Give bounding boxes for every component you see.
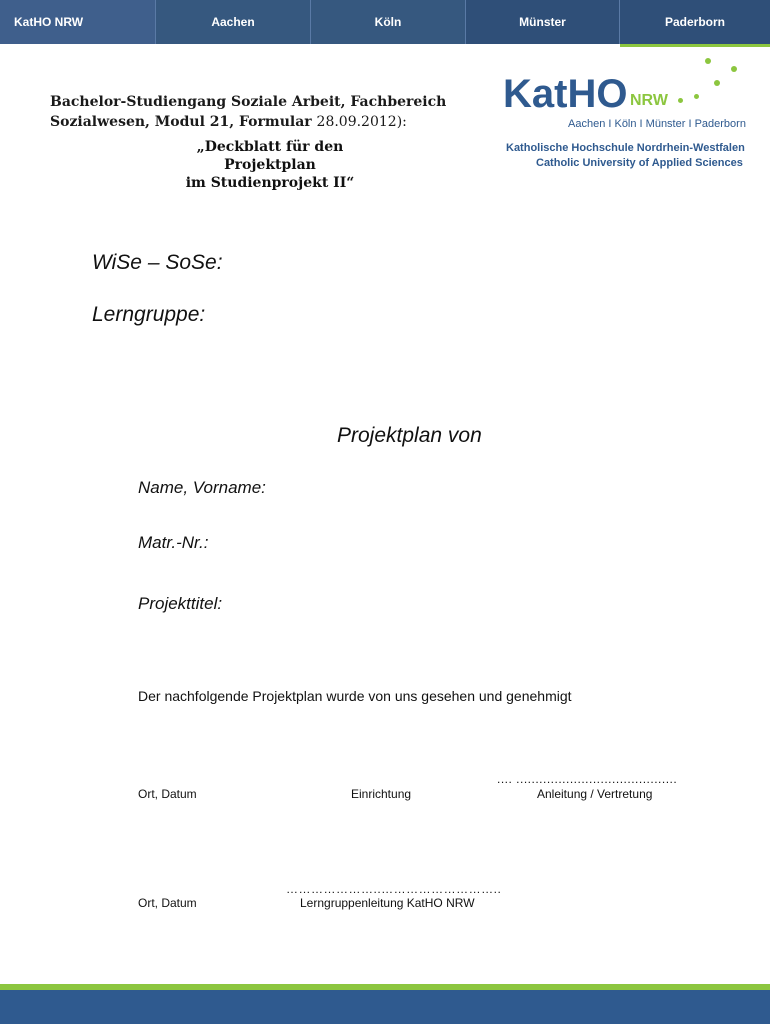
nav-tab-aachen[interactable]: Aachen (156, 0, 311, 44)
title-line-2-text: Sozialwesen, Modul 21, Formular (50, 114, 312, 130)
nav-tab-koeln[interactable]: Köln (311, 0, 466, 44)
logo-dot (678, 98, 683, 103)
logo-nrw: NRW (630, 92, 668, 109)
logo-wordmark: KatHO (503, 72, 628, 116)
logo-cities: Aachen I Köln I Münster I Paderborn (568, 118, 746, 130)
signature-line-group-lead: …………………..……………………….. (286, 882, 502, 896)
project-title-label: Projekttitel: (138, 594, 223, 613)
footer-bar (0, 990, 770, 1024)
institution-label: Einrichtung (351, 787, 412, 801)
subtitle-line-2: im Studienprojekt II“ (185, 175, 355, 191)
name-label: Name, Vorname: (138, 478, 266, 497)
plan-heading: Projektplan von (337, 424, 482, 447)
title-line-2 (50, 112, 470, 132)
nav-tab-muenster[interactable]: Münster (466, 0, 620, 44)
logo-name-de: Katholische Hochschule Nordrhein-Westfalen (506, 142, 745, 154)
signature-line-guidance: .... .......................................... (497, 772, 678, 786)
matr-label: Matr.-Nr.: (138, 533, 209, 552)
top-navigation (0, 0, 770, 44)
place-date-label-1: Ort, Datum (138, 787, 197, 801)
title-date: 28.09.2012): (316, 114, 407, 130)
group-label: Lerngruppe: (92, 303, 206, 326)
logo-dot (694, 94, 699, 99)
document-subtitle (160, 138, 380, 192)
approval-text: Der nachfolgende Projektplan wurde von uns gesehen und genehmigt (138, 688, 572, 704)
document-title (50, 92, 470, 132)
katho-logo (500, 58, 750, 178)
group-lead-label: Lerngruppenleitung KatHO NRW (300, 896, 475, 910)
subtitle-line-1: „Deckblatt für den Projektplan (196, 139, 344, 173)
logo-dot (714, 80, 720, 86)
active-tab-indicator (620, 44, 770, 47)
title-line-1: Bachelor-Studiengang Soziale Arbeit, Fachbereich (50, 94, 447, 110)
semester-label: WiSe – SoSe: (92, 251, 223, 274)
logo-dot (731, 66, 737, 72)
nav-tab-paderborn[interactable]: Paderborn (620, 0, 770, 44)
logo-dot (705, 58, 711, 64)
guidance-label: Anleitung / Vertretung (537, 787, 653, 801)
nav-tab-katho-nrw[interactable]: KatHO NRW (0, 0, 156, 44)
logo-name-en: Catholic University of Applied Sciences (536, 157, 743, 169)
place-date-label-2: Ort, Datum (138, 896, 197, 910)
